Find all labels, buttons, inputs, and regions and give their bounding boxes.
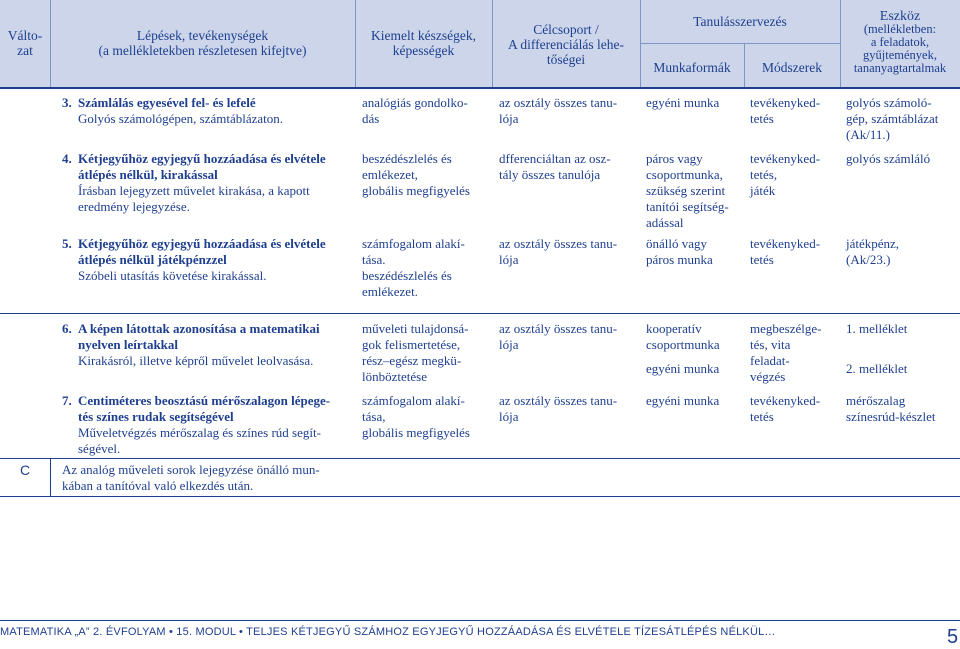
- tools-line: 2. melléklet: [846, 361, 908, 376]
- method-line: játék: [750, 183, 776, 198]
- skills-line: tása,: [362, 409, 386, 424]
- tools-line: (Ak/11.): [846, 127, 890, 142]
- row-target: [499, 393, 617, 425]
- workform-line: önálló vagy: [646, 236, 708, 251]
- row-steps: [78, 393, 348, 457]
- row-title: A képen látottak azonosítása a matematikai: [78, 321, 320, 336]
- workform-line: szükség szerint: [646, 183, 726, 198]
- row-tools: [846, 321, 907, 377]
- method-line: tetés: [750, 111, 774, 126]
- header-steps-line2: (a mellékletekben részletesen kifejtve): [98, 43, 307, 58]
- skills-line: globális megfigyelés: [362, 183, 470, 198]
- target-line: lója: [499, 111, 519, 126]
- section-c-top-border: [0, 458, 960, 459]
- skills-line: műveleti tulajdonsá-: [362, 321, 469, 336]
- header-workforms: Munkaformák: [653, 60, 731, 75]
- row-tools: [846, 151, 930, 167]
- tools-line: mérőszalag: [846, 393, 906, 408]
- method-line: tevékenyked-: [750, 151, 821, 166]
- workform-line: egyéni munka: [646, 361, 720, 376]
- row-description: Kirakásról, illetve képről művelet leolvasása.: [78, 353, 314, 368]
- header-tools-line4: gyűjtemények,: [863, 48, 937, 62]
- method-line: végzés: [750, 369, 786, 384]
- method-line: megbeszélge-: [750, 321, 822, 336]
- row-skills: [362, 95, 468, 127]
- header-target-line3: tőségei: [546, 52, 586, 67]
- row-method: [750, 151, 820, 199]
- header-steps: [50, 28, 355, 58]
- row-title: átlépés nélkül, kirakással: [78, 167, 218, 182]
- row-description: Golyós számológépen, számtáblázaton.: [78, 111, 284, 126]
- tools-line: 1. melléklet: [846, 321, 908, 336]
- tools-line: játékpénz,: [846, 236, 900, 251]
- header-tools-line2: (mellékletben:: [863, 22, 937, 36]
- row-skills: [362, 393, 470, 441]
- target-line: lója: [499, 252, 519, 267]
- section-divider: [0, 313, 960, 314]
- header-tools: [840, 10, 960, 75]
- header-tools-line5: tananyagtartalmak: [853, 61, 947, 75]
- row-title: Számlálás egyesével fel- és lefelé: [78, 95, 256, 110]
- method-line: tevékenyked-: [750, 95, 821, 110]
- target-line: az osztály összes tanu-: [499, 95, 618, 110]
- row-method: [750, 393, 820, 425]
- row-target: [499, 95, 617, 127]
- method-line: tetés: [750, 409, 774, 424]
- tools-line: golyós számoló-: [846, 95, 932, 110]
- row-number: 7.: [62, 393, 72, 408]
- skills-line: dás: [362, 111, 380, 126]
- row-number: 6.: [62, 321, 72, 336]
- workform-line: egyéni munka: [646, 393, 720, 408]
- method-line: feladat-: [750, 353, 790, 368]
- target-line: lója: [499, 409, 519, 424]
- skills-line: lönböztetése: [362, 369, 427, 384]
- row-target: [499, 321, 617, 353]
- skills-line: beszédészlelés és: [362, 268, 452, 283]
- row-skills: [362, 151, 470, 199]
- method-line: tevékenyked-: [750, 393, 821, 408]
- target-line: az osztály összes tanu-: [499, 236, 618, 251]
- header-tools-line3: a feladatok,: [870, 35, 930, 49]
- row-description: eredmény lejegyzése.: [78, 199, 190, 214]
- row-title: átlépés nélkül játékpénzzel: [78, 252, 227, 267]
- row-number: 3.: [62, 95, 72, 110]
- table-header: [0, 0, 960, 89]
- header-target-line2: A differenciálás lehe-: [508, 37, 624, 52]
- header-organization: Tanulásszervezés: [693, 14, 787, 29]
- row-number: 5.: [62, 236, 72, 251]
- header-tools-line1: Eszköz: [879, 9, 921, 24]
- row-workform: [646, 151, 729, 231]
- header-methods: Módszerek: [762, 60, 822, 75]
- row-workform: [646, 393, 719, 409]
- header-variable-line2: zat: [17, 43, 33, 58]
- row-target: [499, 151, 611, 183]
- skills-line: számfogalom alakí-: [362, 236, 465, 251]
- header-target-line1: Célcsoport /: [533, 22, 599, 37]
- skills-line: analógiás gondolko-: [362, 95, 468, 110]
- row-workform: [646, 236, 713, 268]
- row-title: tés színes rudak segítségével: [78, 409, 234, 424]
- row-number: 4.: [62, 151, 72, 166]
- row-steps: [78, 95, 348, 127]
- workform-line: adással: [646, 215, 684, 230]
- header-steps-line1: Lépések, tevékenységek: [136, 28, 269, 43]
- row-method: [750, 321, 821, 385]
- section-c-text: [62, 462, 320, 494]
- skills-line: tása.: [362, 252, 386, 267]
- target-line: lója: [499, 337, 519, 352]
- section-c-line: kában a tanítóval való elkezdés után.: [62, 478, 254, 493]
- workform-line: páros vagy: [646, 151, 703, 166]
- target-line: az osztály összes tanu-: [499, 393, 618, 408]
- row-title: Kétjegyűhöz egyjegyű hozzáadása és elvétele: [78, 151, 326, 166]
- workform-line: kooperatív: [646, 321, 702, 336]
- page-number: 5: [947, 626, 959, 648]
- skills-line: rész–egész megkü-: [362, 353, 462, 368]
- skills-line: beszédészlelés és: [362, 151, 452, 166]
- skills-line: emlékezet,: [362, 167, 418, 182]
- skills-line: globális megfigyelés: [362, 425, 470, 440]
- row-tools: [846, 393, 936, 425]
- method-line: tetés,: [750, 167, 778, 182]
- method-line: tés, vita: [750, 337, 791, 352]
- row-method: [750, 236, 820, 268]
- target-line: az osztály összes tanu-: [499, 321, 618, 336]
- row-description: ségével.: [78, 441, 121, 456]
- row-skills: [362, 236, 465, 300]
- tools-line: golyós számláló: [846, 151, 931, 166]
- workform-line: páros munka: [646, 252, 713, 267]
- workform-line: egyéni munka: [646, 95, 720, 110]
- row-title: Kétjegyűhöz egyjegyű hozzáadása és elvétele: [78, 236, 326, 251]
- row-steps: [78, 151, 348, 215]
- header-variable-line1: Válto-: [7, 28, 43, 43]
- header-skills-line2: képességek: [392, 43, 455, 58]
- header-skills-line1: Kiemelt készségek,: [371, 28, 476, 43]
- row-method: [750, 95, 820, 127]
- row-workform: [646, 95, 719, 111]
- section-c-divider: [50, 458, 51, 496]
- row-tools: [846, 95, 938, 143]
- section-c-line: Az analóg műveleti sorok lejegyzése önálló mun-: [62, 462, 320, 477]
- footer-rule: [0, 620, 960, 621]
- row-title: Centiméteres beosztású mérőszalagon lépege-: [78, 393, 331, 408]
- workform-line: tanítói segítség-: [646, 199, 729, 214]
- tools-line: (Ak/23.): [846, 252, 891, 267]
- skills-line: emlékezet.: [362, 284, 418, 299]
- row-description: Írásban lejegyzett művelet kirakása, a kapott: [78, 183, 310, 198]
- tools-line: gép, számtáblázat: [846, 111, 939, 126]
- row-target: [499, 236, 617, 268]
- header-skills: [355, 28, 492, 58]
- skills-line: számfogalom alakí-: [362, 393, 465, 408]
- section-c-letter: C: [20, 462, 31, 478]
- row-title: nyelven leírtakkal: [78, 337, 179, 352]
- target-line: tály összes tanulója: [499, 167, 601, 182]
- row-skills: [362, 321, 469, 385]
- footer-running-title: MATEMATIKA „A” 2. ÉVFOLYAM • 15. MODUL • TELJES KÉTJEGYŰ SZÁMHOZ EGYJEGYŰ HOZZÁADÁSA ÉS ELVÉTELE TÍZESÁTLÉPÉS NÉLKÜL…: [0, 626, 776, 638]
- row-steps: [78, 321, 348, 369]
- row-steps: [78, 236, 348, 284]
- row-tools: [846, 236, 899, 268]
- workform-line: csoportmunka: [646, 337, 720, 352]
- method-line: tetés: [750, 252, 774, 267]
- row-description: Műveletvégzés mérőszalag és színes rúd segít-: [78, 425, 321, 440]
- target-line: dfferenciáltan az osz-: [499, 151, 611, 166]
- section-c-bottom-border: [0, 496, 960, 497]
- header-target: [492, 22, 640, 67]
- skills-line: gok felismertetése,: [362, 337, 461, 352]
- header-variable: [0, 28, 50, 58]
- row-description: Szóbeli utasítás követése kirakással.: [78, 268, 267, 283]
- row-workform: [646, 321, 720, 377]
- tools-line: színesrúd-készlet: [846, 409, 936, 424]
- workform-line: csoportmunka,: [646, 167, 723, 182]
- method-line: tevékenyked-: [750, 236, 821, 251]
